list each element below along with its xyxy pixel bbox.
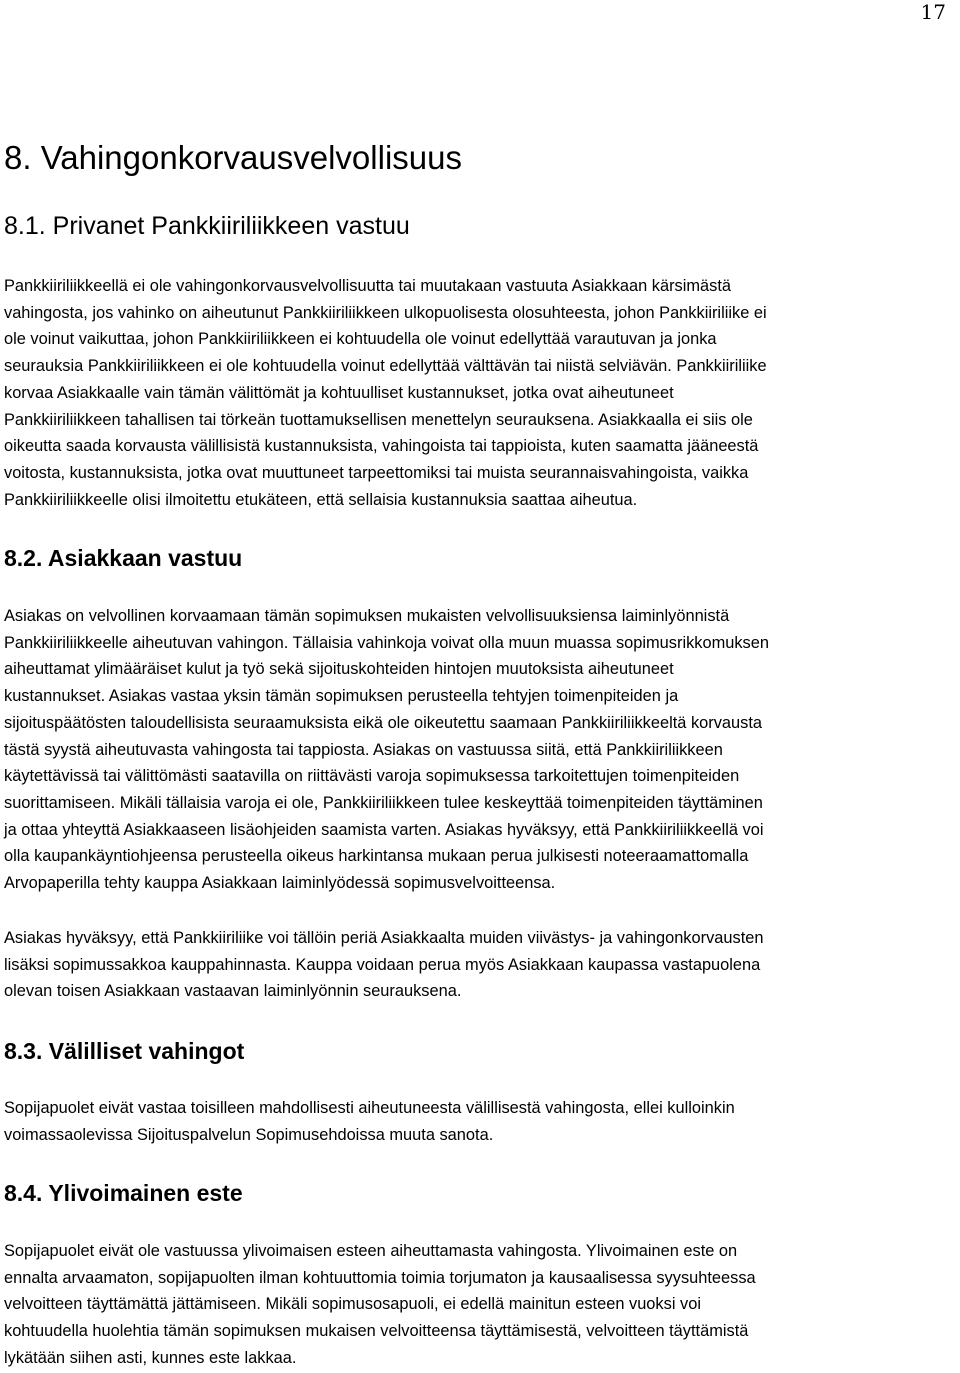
section-8-2-paragraph-2 (4, 925, 950, 1005)
text-line: lykätään siihen asti, kunnes este lakkaa. (4, 1348, 297, 1367)
text-line: korvaa Asiakkaalle vain tämän välittömät ja kohtuulliset kustannukset, jotka ovat aiheutuneet (4, 383, 674, 402)
text-line: Asiakas on velvollinen korvaamaan tämän sopimuksen mukaisten velvollisuuksiensa laiminlyönnistä (4, 607, 730, 625)
text-line: vahingosta, jos vahinko on aiheutunut Pankkiiriliikkeen ulkopuolisesta olosuhteesta, johon Pankkiiriliike ei (4, 303, 767, 322)
text-line: ole voinut vaikuttaa, johon Pankkiiriliikkeen ei kohtuudella ole voinut edellyttää varautuvan ja jonka (4, 330, 717, 349)
section-8-1-paragraph-1 (4, 273, 950, 513)
chapter-title: 8. Vahingonkorvausvelvollisuus (4, 139, 462, 176)
page-number: 17 (920, 0, 946, 24)
text-line: seurauksia Pankkiiriliikkeen ei ole kohtuudella voinut edellyttää välttävän tai niistä selviävän. Pankkiiriliike (4, 357, 767, 376)
section-8-3-paragraph-1 (4, 1095, 950, 1148)
section-title-8-1: 8.1. Privanet Pankkiiriliikkeen vastuu (4, 212, 410, 240)
text-line: Sopijapuolet eivät ole vastuussa ylivoimaisen esteen aiheuttamasta vahingosta. Ylivoimainen este on (4, 1242, 738, 1260)
section-title-8-3: 8.3. Välilliset vahingot (4, 1038, 245, 1064)
text-line: Asiakas hyväksyy, että Pankkiiriliike voi tällöin periä Asiakkaalta muiden viivästys- ja vahingonkorvausten (4, 929, 764, 947)
text-line: aiheuttamat ylimääräiset kulut ja työ sekä sijoituskohteiden hintojen muutoksista aiheutuneet (4, 660, 674, 679)
text-line: sijoituspäätösten taloudellisista seuraamuksista eikä ole oikeutettu saamaan Pankkiiriliikkeeltä korvausta (4, 713, 763, 732)
section-title-8-2: 8.2. Asiakkaan vastuu (4, 545, 243, 571)
text-line: olla kaupankäyntiohjeensa perusteella oikeus harkintansa mukaan perua julkisesti noteeraamattomalla (4, 847, 749, 866)
text-line: oikeutta saada korvausta välillisistä kustannuksista, vahingoista tai tappioista, kuten saamatta jääneestä (4, 437, 759, 456)
section-8-2-paragraph-1 (4, 603, 950, 897)
text-line: käytettävissä tai välittömästi saatavilla on riittävästi varoja sopimuksessa tarkoitettujen toimenpiteiden (4, 767, 740, 786)
text-line: voitosta, kustannuksista, jotka ovat muuttuneet tarpeettomiksi tai muista seurannaisvahingoista, vaikka (4, 463, 749, 482)
text-line: tästä syystä aiheutuvasta vahingosta tai tappiosta. Asiakas on vastuussa siitä, että Pankkiiriliikkeen (4, 740, 723, 759)
section-title-8-4: 8.4. Ylivoimainen este (4, 1180, 243, 1206)
text-line: olevan toisen Asiakkaan vastaavan laiminlyönnin seurauksena. (4, 982, 462, 1001)
section-8-4-paragraph-1 (4, 1238, 950, 1372)
text-line: Arvopaperilla tehty kauppa Asiakkaan laiminlyödessä sopimusvelvoitteensa. (4, 874, 556, 893)
text-line: Pankkiiriliikkeen tahallisen tai törkeän tuottamuksellisen menettelyn seurauksena. Asiakkaalla ei siis ole (4, 410, 753, 429)
text-line: ennalta arvaamaton, sopijapuolten ilman kohtuuttomia toimia torjumaton ja kausaalisessa syysuhteessa (4, 1268, 756, 1287)
text-line: velvoitteen täyttämättä jättämiseen. Mikäli sopimusosapuoli, ei edellä mainitun esteen vuoksi voi (4, 1295, 701, 1314)
text-line: kohtuudella huolehtia tämän sopimuksen mukaisen velvoitteensa täyttämisestä, velvoitteen täyttämistä (4, 1322, 749, 1341)
text-line: suorittamiseen. Mikäli tällaisia varoja ei ole, Pankkiiriliikkeen tulee keskeyttää toimenpiteiden täyttäminen (4, 793, 763, 812)
text-line: lisäksi sopimussakkoa kauppahinnasta. Kauppa voidaan perua myös Asiakkaan kaupassa vastapuolena (4, 955, 761, 974)
text-line: Pankkiiriliikkeelle aiheutuvan vahingon. Tällaisia vahinkoja voivat olla muun muassa sopimusrikkomuksen (4, 633, 769, 652)
text-line: Pankkiiriliikkeellä ei ole vahingonkorvausvelvollisuutta tai muutakaan vastuuta Asiakkaan kärsimästä (4, 277, 732, 295)
text-line: kustannukset. Asiakas vastaa yksin tämän sopimuksen perusteella tehtyjen toimenpiteiden ja (4, 687, 679, 706)
text-line: voimassaolevissa Sijoituspalvelun Sopimusehdoissa muuta sanota. (4, 1125, 494, 1144)
text-line: Pankkiiriliikkeelle olisi ilmoitettu etukäteen, että sellaisia kustannuksia saattaa aiheutua. (4, 490, 638, 509)
text-line: ja ottaa yhteyttä Asiakkaaseen lisäohjeiden saamista varten. Asiakas hyväksyy, että Pankkiiriliikkeellä voi (4, 820, 764, 839)
text-line: Sopijapuolet eivät vastaa toisilleen mahdollisesti aiheutuneesta välillisestä vahingosta, ellei kulloinkin (4, 1099, 735, 1117)
